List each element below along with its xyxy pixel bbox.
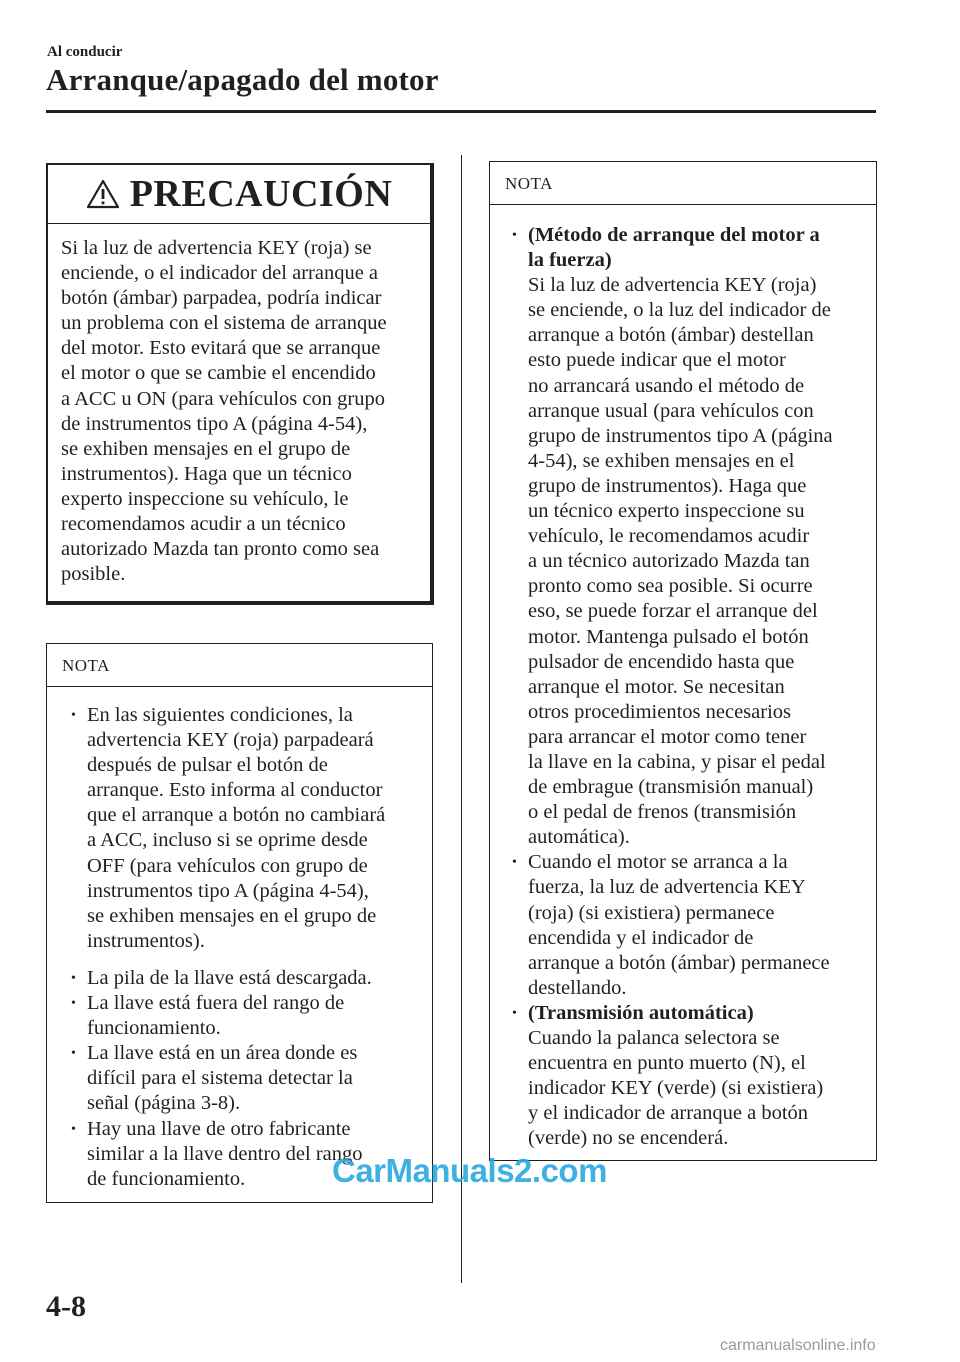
caution-line: Si la luz de advertencia KEY (roja) se [61, 237, 372, 259]
text-line: un técnico experto inspeccione su [528, 500, 805, 523]
text-line: no arrancará usando el método de [528, 374, 805, 397]
caution-title: PRECAUCIÓN [129, 173, 393, 215]
caution-line: autorizado Mazda tan pronto como sea [61, 538, 380, 561]
text-line: automática). [528, 826, 630, 849]
text-line: que el arranque a botón no cambiará [87, 804, 386, 827]
text-line: similar a la llave dentro del rango [87, 1142, 363, 1165]
text-line: para arrancar el motor como tener [528, 725, 807, 748]
text-line: • La llave está fuera del rango de [87, 992, 345, 1015]
text-line: instrumentos). [87, 929, 205, 952]
text-line: destellando. [528, 976, 627, 999]
text-line: advertencia KEY (roja) parpadeará [87, 729, 374, 752]
text-line: de embrague (transmisión manual) [528, 776, 814, 799]
text-line: OFF (para vehículos con grupo de [87, 854, 368, 877]
caution-line: a ACC u ON (para vehículos con grupo [61, 387, 385, 410]
page-number: 4-8 [46, 1290, 86, 1323]
text-line: funcionamiento. [87, 1017, 221, 1040]
text-line: motor. Mantenga pulsado el botón [528, 625, 809, 648]
note-1-list [47, 687, 432, 954]
caution-line: experto inspeccione su vehículo, le [61, 487, 349, 510]
text-line: instrumentos tipo A (página 4-54), [87, 879, 369, 902]
text-line: • Hay una llave de otro fabricante [87, 1117, 351, 1140]
text-line: (roja) (si existiera) permanece [528, 901, 775, 924]
caution-line: de instrumentos tipo A (página 4-54), [61, 412, 368, 435]
warning-triangle-icon [86, 179, 120, 209]
text-line: • (Método de arranque del motor a [528, 224, 820, 246]
note-label: NOTA [47, 644, 432, 687]
text-line: después de pulsar el botón de [87, 754, 328, 777]
caution-header [48, 165, 430, 224]
caution-text [48, 224, 430, 587]
note-box-2 [489, 161, 877, 1161]
text-line: la fuerza) [528, 249, 612, 272]
text-line: • La llave está en un área donde es [87, 1042, 358, 1065]
list-item [506, 850, 876, 1001]
header-rule [46, 110, 876, 113]
watermark-site: carmanualsonline.info [720, 1337, 876, 1354]
list-item [65, 703, 432, 954]
text-line: arranque usual (para vehículos con [528, 399, 814, 422]
text-line: arranque. Esto informa al conductor [87, 779, 383, 802]
text-line: 4-54), se exhiben mensajes en el [528, 449, 795, 472]
text-line: Si la luz de advertencia KEY (roja) [528, 274, 817, 297]
page-title: Arranque/apagado del motor [46, 62, 439, 97]
watermark: CarManuals2.com [332, 1152, 607, 1189]
text-line: encendida y el indicador de [528, 926, 754, 949]
text-line: arranque el motor. Se necesitan [528, 675, 785, 698]
text-line: grupo de instrumentos tipo A (página [528, 424, 833, 447]
caution-line: recomendamos acudir a un técnico [61, 513, 346, 536]
text-line: la llave en la cabina, y pisar el pedal [528, 750, 826, 773]
text-line: • La pila de la llave está descargada. [87, 966, 372, 989]
text-line: arranque a botón (ámbar) destellan [528, 324, 814, 347]
note-box-1 [46, 643, 433, 1203]
list-item [506, 223, 876, 850]
text-line: grupo de instrumentos). Haga que [528, 474, 807, 497]
text-line: indicador KEY (verde) (si existiera) [528, 1077, 824, 1100]
text-line: o el pedal de frenos (transmisión [528, 801, 797, 824]
text-line: • En las siguientes condiciones, la [87, 704, 353, 726]
caution-line: botón (ámbar) parpadea, podría indicar [61, 287, 382, 310]
text-line: señal (página 3-8). [87, 1092, 241, 1115]
caution-line: posible. [61, 563, 126, 586]
text-line: a un técnico autorizado Mazda tan [528, 550, 810, 573]
text-line: pulsador de encendido hasta que [528, 650, 795, 673]
list-item [65, 1041, 432, 1116]
caution-line: del motor. Esto evitará que se arranque [61, 337, 381, 360]
caution-line: un problema con el sistema de arranque [61, 312, 387, 335]
text-line: otros procedimientos necesarios [528, 700, 792, 723]
column-divider [461, 155, 462, 1283]
text-line: esto puede indicar que el motor [528, 349, 786, 372]
text-line: y el indicador de arranque a botón [528, 1102, 809, 1125]
text-line: de funcionamiento. [87, 1167, 246, 1190]
text-line: (verde) no se encenderá. [528, 1127, 729, 1150]
note-2-list [490, 205, 876, 1151]
text-line: Cuando la palanca selectora se [528, 1027, 780, 1049]
note-label: NOTA [490, 162, 876, 205]
text-line: a ACC, incluso si se oprime desde [87, 829, 368, 852]
caution-line: instrumentos). Haga que un técnico [61, 462, 352, 485]
text-line: pronto como sea posible. Si ocurre [528, 575, 813, 598]
caution-line: el motor o que se cambie el encendido [61, 362, 376, 385]
text-line: fuerza, la luz de advertencia KEY [528, 876, 806, 899]
caution-box [46, 163, 434, 605]
text-line: • Cuando el motor se arranca a la [528, 851, 788, 874]
text-line: • (Transmisión automática) [528, 1001, 754, 1024]
list-item [65, 966, 432, 991]
list-item [65, 991, 432, 1041]
text-line: se enciende, o la luz del indicador de [528, 299, 831, 322]
text-line: eso, se puede forzar el arranque del [528, 600, 818, 623]
caution-line: enciende, o el indicador del arranque a [61, 262, 379, 285]
text-line: difícil para el sistema detectar la [87, 1067, 353, 1090]
list-item [506, 1001, 876, 1152]
section-label: Al conducir [47, 44, 123, 60]
text-line: encuentra en punto muerto (N), el [528, 1052, 806, 1075]
text-line: arranque a botón (ámbar) permanece [528, 951, 830, 974]
text-line: vehículo, le recomendamos acudir [528, 525, 810, 548]
text-line: se exhiben mensajes en el grupo de [87, 904, 377, 927]
caution-line: se exhiben mensajes en el grupo de [61, 437, 351, 460]
